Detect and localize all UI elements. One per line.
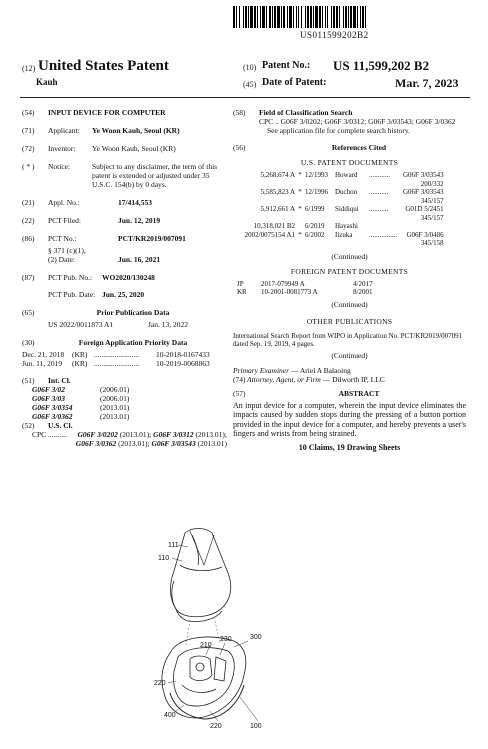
us-doc-dots: ................	[369, 230, 397, 239]
appl-number: 17/414,553	[118, 198, 152, 207]
us-doc-class: G06F 3/03543	[403, 171, 444, 179]
date-label: Date of Patent:	[262, 77, 327, 88]
cpc-class-1: G06F 3/0202	[77, 430, 118, 439]
cpc-version-4: (2013.01)	[197, 439, 227, 448]
intcl-class: G06F 3/0362	[32, 412, 73, 421]
ref-label-100: 100	[250, 723, 262, 730]
us-doc-subclass-row	[237, 180, 446, 189]
patent-no-label: Patent No.:	[262, 60, 311, 71]
us-doc-date: 12/1993	[305, 171, 328, 179]
continued-2: (Continued)	[331, 299, 368, 309]
examiner-name: — Ariel A Balaoing	[289, 365, 351, 375]
upper-cover	[171, 529, 231, 622]
intcl-class: G06F 3/0354	[32, 403, 73, 412]
us-docs-heading: U.S. PATENT DOCUMENTS	[300, 158, 399, 167]
foreign-docs-table	[237, 280, 374, 297]
leader-lines	[168, 545, 258, 721]
notice-label: Notice:	[48, 162, 71, 171]
us-doc-date: 6/2019	[305, 222, 325, 230]
ref-label-111: 111	[168, 542, 179, 549]
abstract-code: (57)	[233, 388, 246, 398]
intcl-version: (2006.01)	[100, 385, 130, 394]
inventor-code: (72)	[22, 144, 35, 153]
ref-label-210: 210	[200, 642, 212, 649]
foreign-priority-list	[22, 350, 227, 368]
left-column	[22, 108, 227, 448]
us-doc-subclass-row	[237, 197, 446, 206]
field-cpc: CPC .. G06F 3/0202; G06F 3/0312; G06F 3/03543; G06F 3/0362	[259, 117, 456, 126]
field-note: See application file for complete search history.	[267, 126, 411, 135]
us-doc-star: *	[298, 230, 302, 239]
code-12: (12)	[22, 64, 36, 73]
us-doc-class	[403, 222, 446, 231]
intcl-row	[32, 403, 137, 412]
attorney-name: — Dilworth IP, LLC	[320, 374, 385, 384]
representative-drawing	[130, 525, 280, 735]
us-doc-subclass-row	[237, 214, 446, 223]
us-doc-class: G06F 3/0486	[406, 230, 444, 239]
pct-pub-label: PCT Pub. No.:	[48, 273, 93, 282]
foreign-priority-country: (KR)	[72, 350, 88, 359]
us-doc-number: 5,585,823 A	[260, 188, 295, 196]
foreign-doc-date: 8/2001	[353, 288, 373, 296]
us-doc-dots: ...........	[369, 205, 389, 213]
refs-code: (56)	[233, 143, 246, 152]
patent-date: Mar. 7, 2023	[395, 76, 459, 90]
intcl-label: Int. Cl.	[48, 376, 71, 385]
field-heading: Field of Classification Search	[259, 108, 353, 117]
applicant-label: Applicant:	[48, 126, 80, 135]
uscl-label: U.S. Cl.	[48, 421, 73, 430]
us-docs-table	[237, 171, 446, 248]
cpc-label: CPC ..........	[32, 430, 67, 439]
prior-pub-number: US 2022/0011873 A1	[48, 320, 114, 329]
pct-pub-code: (87)	[22, 273, 35, 282]
pct-pub-number: WO2020/130248	[102, 273, 155, 282]
pct-pub-date: Jun. 25, 2020	[102, 290, 145, 299]
attorney-code: (74)	[233, 374, 246, 384]
us-doc-date: 6/1999	[305, 205, 325, 213]
other-pubs-text: International Search Report from WIPO in Application No. PCT/KR2019/007091 dated Sep. 19, 2019, 4 pages.	[233, 331, 463, 348]
barcode-bar	[366, 6, 368, 28]
abstract-heading: ABSTRACT	[338, 388, 380, 398]
us-doc-name: Howard	[335, 171, 358, 179]
invention-title: INPUT DEVICE FOR COMPUTER	[48, 108, 166, 117]
applicant-name: Ye Woon Kauh, Seoul (KR)	[92, 126, 180, 135]
cpc-class-3: G06F 3/0362	[75, 439, 117, 448]
code-10: (10)	[243, 63, 257, 72]
us-doc-number: 2002/0075154 A1	[244, 230, 295, 239]
attorney-label: Attorney, Agent, or Firm	[247, 374, 321, 384]
s371-date-label: (2) Date:	[48, 255, 75, 264]
foreign-doc-country: KR	[237, 288, 247, 296]
refs-heading: References Cited	[331, 143, 387, 152]
us-doc-date: 6/2002	[305, 230, 325, 239]
us-doc-name: Siddiqui	[335, 205, 359, 213]
foreign-doc-row	[237, 288, 374, 297]
ref-label-400: 400	[164, 712, 176, 719]
other-pubs-heading: OTHER PUBLICATIONS	[306, 316, 393, 326]
field-code: (58)	[233, 108, 246, 117]
notice-text: Subject to any disclaimer, the term of this patent is extended or adjusted under 35 U.S.C. 154(b) by 0 days.	[92, 162, 218, 189]
cpc-class-2: G06F 3/0312	[153, 430, 194, 439]
foreign-doc-number: 10-2001-0081773 A	[261, 288, 318, 296]
notice-code: ( * )	[22, 162, 35, 171]
us-doc-name: Iizuka	[335, 230, 353, 239]
us-doc-subclass: 345/157	[420, 196, 444, 205]
us-doc-name: Hayashi	[335, 222, 358, 230]
us-doc-star: *	[298, 205, 302, 213]
us-doc-number: 5,268,674 A	[260, 171, 295, 179]
pct-no-code: (86)	[22, 234, 35, 243]
foreign-priority-date: Dec. 21, 2018	[22, 350, 65, 359]
code-45: (45)	[243, 80, 257, 89]
intcl-version: (2013.01)	[100, 403, 130, 412]
examiner-line	[233, 366, 466, 375]
appl-code: (21)	[22, 198, 35, 207]
foreign-priority-code: (30)	[22, 338, 35, 347]
abstract-text: An input device for a computer, wherein the input device eliminates the impacts caused by sudden stops during the pressing of a button portion provided in the input device for a computer, and hereby prevents a user's fingers and wrists from being strained.	[233, 400, 466, 438]
us-doc-dots	[369, 222, 403, 231]
foreign-priority-country: (KR)	[72, 359, 88, 368]
us-doc-subclass: 200/332	[420, 179, 444, 188]
foreign-priority-number: 10-2018-0167433	[156, 350, 210, 359]
claims-summary: 10 Claims, 19 Drawing Sheets	[298, 442, 401, 452]
us-doc-class: G06F 3/03543	[403, 188, 444, 196]
us-doc-star	[297, 222, 305, 231]
cpc-version-3: (2013.01);	[118, 439, 152, 448]
us-doc-subclass-row	[237, 239, 446, 248]
title-code: (54)	[22, 108, 35, 117]
pct-filed-code: (22)	[22, 216, 35, 225]
us-doc-row	[237, 188, 446, 197]
foreign-priority-number: 10-2019-0068863	[156, 359, 210, 368]
foreign-priority-row	[22, 359, 227, 368]
prior-pub-date: Jan. 13, 2022	[148, 320, 188, 329]
us-doc-row	[237, 205, 446, 214]
barcode-number: US011599202B2	[300, 30, 369, 40]
pct-filed-date: Jun. 12, 2019	[118, 216, 161, 225]
inventor-label: Inventor:	[48, 144, 76, 153]
prior-pub-code: (65)	[22, 308, 35, 317]
intcl-class: G06F 3/02	[32, 385, 65, 394]
intcl-code: (51)	[22, 376, 35, 385]
pct-filed-label: PCT Filed:	[48, 216, 81, 225]
prior-pub-heading: Prior Publication Data	[96, 308, 170, 317]
ref-label-300: 300	[250, 634, 262, 641]
intcl-row	[32, 385, 137, 394]
foreign-doc-row	[237, 280, 374, 289]
applicant-code: (71)	[22, 126, 35, 135]
patent-number: US 11,599,202 B2	[333, 58, 430, 73]
examiner-label: Primary Examiner	[233, 365, 290, 375]
intcl-version: (2006.01)	[100, 394, 130, 403]
us-doc-class: G01D 5/2451	[405, 205, 444, 213]
foreign-doc-number: 2017-079949 A	[261, 279, 305, 288]
intcl-row	[32, 412, 137, 421]
intcl-table	[32, 385, 137, 421]
us-doc-number: 10,318,021 B2	[253, 222, 295, 230]
foreign-doc-country: JP	[237, 279, 244, 288]
foreign-priority-date: Jun. 11, 2019	[22, 359, 63, 368]
cpc-version-2: (2013.01);	[195, 430, 227, 439]
cpc-version-1: (2013.01);	[119, 430, 154, 439]
inventor-surname: Kauh	[36, 77, 58, 87]
foreign-priority-dots: ........................	[94, 350, 139, 359]
document-type: United States Patent	[38, 58, 169, 74]
us-doc-dots: ............	[369, 171, 390, 179]
ref-label-220-upper: 220	[154, 680, 166, 687]
continued-3: (Continued)	[331, 350, 368, 360]
foreign-priority-dots: ........................	[94, 359, 139, 368]
s371-date: Jun. 16, 2021	[118, 255, 161, 264]
us-doc-subclass: 345/157	[420, 213, 444, 222]
us-doc-name: Duchon	[335, 188, 358, 196]
us-doc-row	[237, 171, 446, 180]
appl-label: Appl. No.:	[48, 198, 80, 207]
pct-number: PCT/KR2019/007091	[118, 234, 186, 243]
foreign-priority-heading: Foreign Application Priority Data	[78, 338, 188, 347]
us-doc-star: *	[298, 188, 302, 196]
ref-label-220-lower: 220	[210, 723, 222, 730]
intcl-version: (2013.01)	[100, 412, 130, 421]
cpc-text	[72, 430, 227, 448]
us-doc-dots: ...........	[369, 188, 389, 196]
foreign-priority-row	[22, 350, 227, 359]
intcl-row	[32, 394, 137, 403]
intcl-class: G06F 3/03	[32, 394, 65, 403]
us-doc-date: 12/1996	[305, 188, 328, 196]
uscl-code: (52)	[22, 421, 35, 430]
ref-label-110: 110	[158, 555, 170, 562]
continued-1: (Continued)	[331, 251, 368, 261]
foreign-doc-date: 4/2017	[353, 279, 373, 288]
ref-label-230: 230	[220, 636, 232, 643]
inventor-name: Ye Woon Kauh, Seoul (KR)	[92, 144, 176, 153]
pct-no-label: PCT No.:	[48, 234, 77, 243]
us-doc-row	[237, 231, 446, 240]
lower-base	[162, 637, 246, 719]
cpc-class-4: G06F 3/03543	[151, 439, 196, 448]
header-rule	[20, 97, 470, 98]
right-column	[233, 108, 466, 452]
us-doc-number: 5,912,661 A	[260, 205, 295, 213]
pct-pub-date-label: PCT Pub. Date:	[48, 290, 96, 299]
foreign-docs-heading: FOREIGN PATENT DOCUMENTS	[290, 266, 409, 276]
barcode	[233, 6, 448, 28]
us-doc-subclass: 345/158	[420, 239, 444, 247]
s371-label: § 371 (c)(1),	[48, 246, 86, 255]
us-doc-row	[237, 222, 446, 231]
us-doc-star: *	[298, 171, 302, 179]
